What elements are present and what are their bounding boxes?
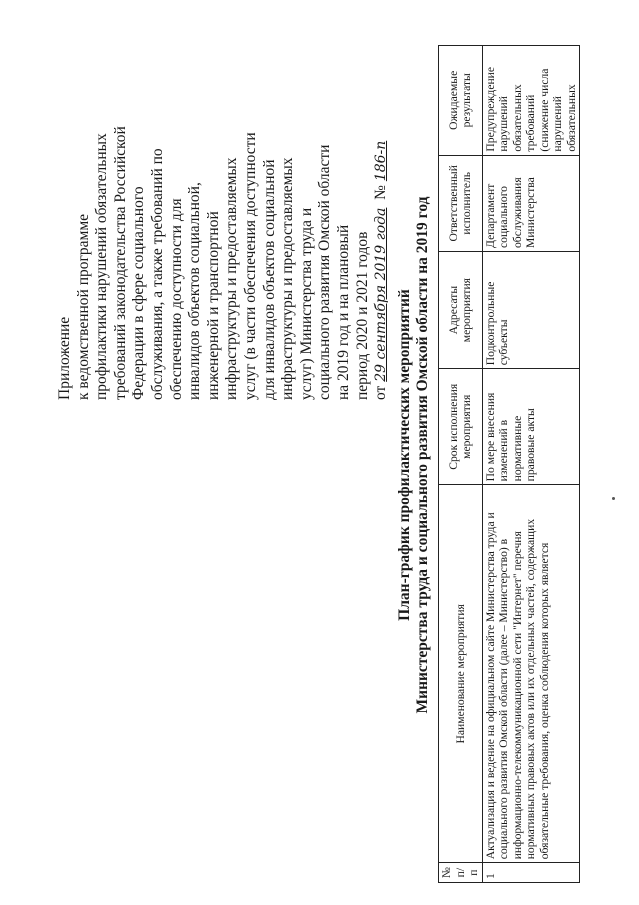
plan-table: [438, 45, 580, 883]
from-prefix: от: [372, 385, 390, 400]
header-deadline: Срок исполнения мероприятия: [439, 369, 483, 485]
appendix-line: к ведомственной программе: [74, 213, 92, 400]
handwritten-number: 186-п: [373, 140, 390, 182]
table-header-row: [439, 46, 483, 883]
header-results: Ожидаемые результаты: [439, 46, 483, 156]
appendix-line: инженерной и транспортной: [204, 211, 222, 400]
number-label: №: [372, 185, 390, 200]
cell-responsible: Департамент социального обслуживания Министерства: [482, 155, 580, 251]
appendix-line: период 2020 и 2021 годов: [353, 231, 371, 400]
appendix-line: требований законодательства Российской: [111, 126, 129, 400]
header-name: Наименование мероприятия: [439, 485, 483, 863]
scan-artifact-dot: [612, 497, 615, 500]
appendix-line: обеспечению доступности для: [167, 198, 185, 400]
document-title: План-график профилактических мероприятий: [396, 289, 413, 621]
cell-results: Предупреждение нарушений обязательных требований (снижение числа нарушений обязательных: [482, 46, 580, 156]
table-row: [482, 46, 580, 883]
appendix-line: инфраструктуры и предоставляемых: [223, 157, 241, 400]
appendix-line: инфраструктуры и предоставляемых: [279, 157, 297, 400]
appendix-header: [56, 70, 391, 400]
appendix-line: обслуживания, а также требований по: [148, 148, 166, 400]
appendix-line: социального развития Омской области: [316, 144, 334, 400]
appendix-line: профилактики нарушений обязательных: [93, 133, 111, 400]
appendix-line: для инвалидов объектов социальной: [260, 159, 278, 400]
appendix-date-line: [372, 70, 391, 400]
appendix-line: Федерации в сфере социального: [130, 186, 148, 400]
header-num: № п/п: [439, 863, 483, 883]
appendix-line: инвалидов объектов социальной,: [186, 182, 204, 400]
cell-addressees: Подконтрольные субъекты: [482, 251, 580, 368]
handwritten-date: 29 сентября 2019 года: [373, 207, 390, 382]
appendix-line: услуг) Министерства труда и: [297, 207, 315, 400]
cell-num: 1: [482, 863, 580, 883]
cell-name: Актуализация и ведение на официальном сайте Министерства труда и социального развития Омской области (далее – Министерство) в информационно-телекоммуникационной сети "Интернет" перечня нормативных правовых актов или их отдельных частей, содержащих обязательные требования, оценка соблюдения которых является: [482, 485, 580, 863]
appendix-line: Приложение: [56, 316, 73, 400]
cell-deadline: По мере внесения изменений в нормативные правовые акты: [482, 369, 580, 485]
document-subtitle: Министерства труда и социального развития Омской области на 2019 год: [414, 196, 431, 714]
appendix-line: услуг (в части обеспечения доступности: [241, 132, 259, 400]
header-responsible: Ответственный исполнитель: [439, 155, 483, 251]
appendix-line: на 2019 год и на плановый: [334, 224, 352, 400]
header-addressees: Адресаты мероприятия: [439, 251, 483, 368]
